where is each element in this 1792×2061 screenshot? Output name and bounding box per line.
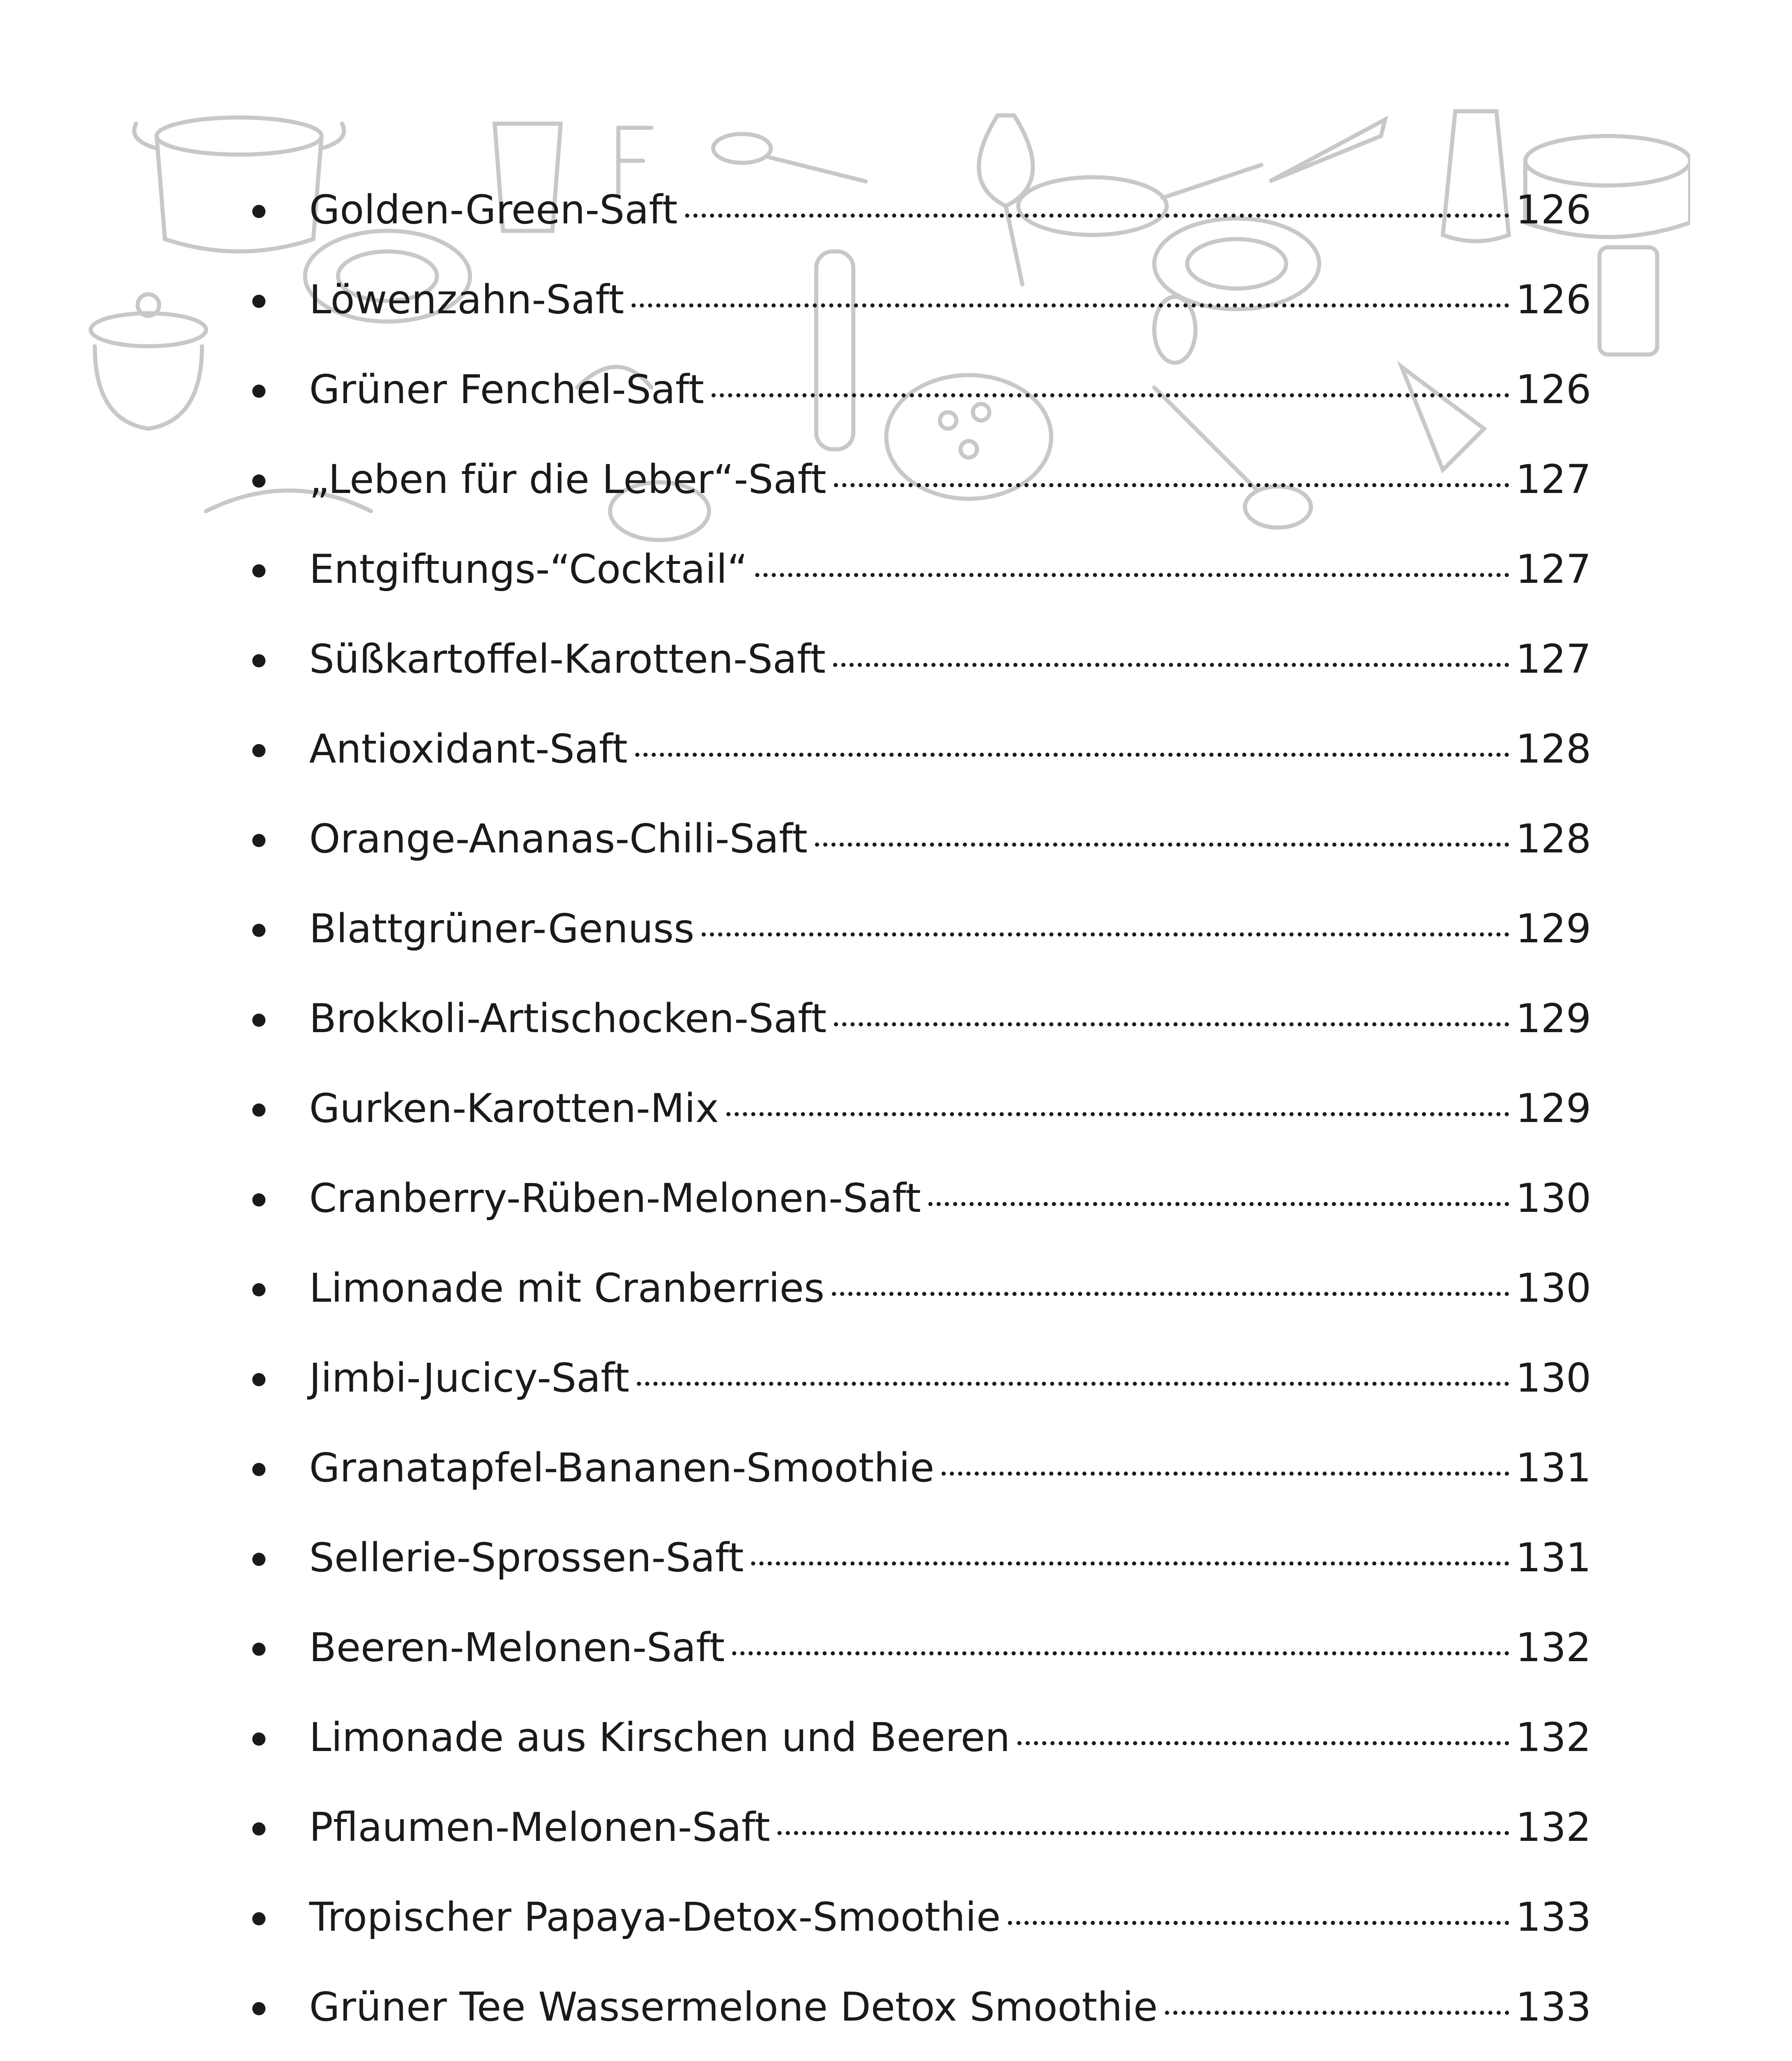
toc-entry-row [309, 636, 1591, 682]
toc-entry[interactable] [243, 974, 1591, 1063]
bullet-icon [252, 1193, 265, 1207]
toc-entry-row [309, 1085, 1591, 1131]
toc-entry[interactable] [243, 884, 1591, 974]
toc-entry-row [309, 1445, 1591, 1491]
toc-entry-page: 130 [1515, 1265, 1591, 1311]
bullet-icon [252, 1463, 265, 1476]
bullet-icon [252, 1014, 265, 1027]
toc-entry-page: 126 [1515, 187, 1591, 233]
toc-entry-title: Entgiftungs-“Cocktail“ [309, 546, 748, 592]
toc-entry[interactable] [243, 1603, 1591, 1692]
toc-entry[interactable] [243, 434, 1591, 524]
toc-entry-title: Blattgrüner-Genuss [309, 906, 695, 952]
toc-entry-title: Pflaumen-Melonen-Saft [309, 1804, 770, 1850]
dot-leader [726, 1112, 1509, 1116]
toc-entry[interactable] [243, 1872, 1591, 1962]
toc-entry-title: Löwenzahn-Saft [309, 277, 625, 323]
toc-entry-title: Limonade aus Kirschen und Beeren [309, 1714, 1010, 1761]
toc-entry-page: 133 [1515, 1894, 1591, 1940]
toc-entry-page: 129 [1515, 1085, 1591, 1131]
dot-leader [702, 932, 1509, 937]
dot-leader [834, 483, 1509, 487]
toc-entry-page: 129 [1515, 995, 1591, 1042]
toc-entry-title: Beeren-Melonen-Saft [309, 1624, 725, 1671]
dot-leader [928, 1202, 1509, 1206]
toc-entry-title: Grüner Fenchel-Saft [309, 366, 704, 413]
dot-leader [732, 1651, 1509, 1655]
toc-entry[interactable] [243, 2052, 1591, 2061]
toc-entry-row [309, 456, 1591, 502]
bullet-icon [252, 744, 265, 757]
bullet-icon [252, 1732, 265, 1746]
toc-entry-page: 133 [1515, 1984, 1591, 2030]
toc-entry-page: 127 [1515, 546, 1591, 592]
bullet-icon [252, 1373, 265, 1386]
toc-entry-page: 126 [1515, 277, 1591, 323]
bullet-icon [252, 1643, 265, 1656]
toc-entry-title: Grüner Tee Wassermelone Detox Smoothie [309, 1984, 1158, 2030]
toc-entry-title: Limonade mit Cranberries [309, 1265, 825, 1311]
toc-entry-page: 128 [1515, 726, 1591, 772]
toc-entry-row [309, 1355, 1591, 1401]
toc-entry[interactable] [243, 1513, 1591, 1603]
toc-entry-title: „Leben für die Leber“-Saft [309, 456, 827, 502]
dot-leader [685, 214, 1509, 218]
toc-entry[interactable] [243, 1333, 1591, 1423]
toc-entry[interactable] [243, 255, 1591, 345]
dot-leader [1008, 1921, 1509, 1925]
bullet-icon [252, 1822, 265, 1836]
toc-entry-row [309, 1175, 1591, 1221]
bullet-icon [252, 2002, 265, 2015]
toc-entry-title: Orange-Ananas-Chili-Saft [309, 816, 808, 862]
toc-entry-page: 127 [1515, 456, 1591, 502]
toc-entry-row [309, 277, 1591, 323]
dot-leader [942, 1472, 1509, 1476]
toc-entry-title: Gurken-Karotten-Mix [309, 1085, 719, 1131]
toc-entry-row [309, 1624, 1591, 1671]
toc-entry[interactable] [243, 1153, 1591, 1243]
dot-leader [751, 1561, 1509, 1566]
toc-entry[interactable] [243, 165, 1591, 255]
toc-entry[interactable] [243, 704, 1591, 794]
bullet-icon [252, 1103, 265, 1117]
bullet-icon [252, 1912, 265, 1925]
toc-entry-row [309, 1984, 1591, 2030]
toc-entry-page: 130 [1515, 1355, 1591, 1401]
toc-entry[interactable] [243, 1063, 1591, 1153]
toc-entry-title: Brokkoli-Artischocken-Saft [309, 995, 827, 1042]
toc-entry-page: 127 [1515, 636, 1591, 682]
dot-leader [635, 753, 1509, 757]
dot-leader [712, 393, 1509, 397]
toc-entry-page: 131 [1515, 1535, 1591, 1581]
dot-leader [834, 1022, 1509, 1026]
toc-entry-title: Süßkartoffel-Karotten-Saft [309, 636, 826, 682]
toc-entry-row [309, 366, 1591, 413]
toc-entry-list [243, 165, 1591, 2061]
toc-entry-row [309, 1894, 1591, 1940]
bullet-icon [252, 654, 265, 667]
toc-entry-page: 132 [1515, 1624, 1591, 1671]
toc-entry-page: 132 [1515, 1714, 1591, 1761]
toc-entry-row [309, 1535, 1591, 1581]
dot-leader [777, 1831, 1509, 1835]
bullet-icon [252, 474, 265, 488]
toc-entry-row [309, 187, 1591, 233]
toc-entry[interactable] [243, 1243, 1591, 1333]
toc-entry-title: Tropischer Papaya-Detox-Smoothie [309, 1894, 1001, 1940]
toc-entry-page: 129 [1515, 906, 1591, 952]
toc-entry-title: Cranberry-Rüben-Melonen-Saft [309, 1175, 921, 1221]
dot-leader [832, 1292, 1509, 1296]
toc-entry-row [309, 906, 1591, 952]
toc-entry-page: 131 [1515, 1445, 1591, 1491]
toc-entry[interactable] [243, 794, 1591, 884]
dot-leader [637, 1382, 1509, 1386]
toc-entry-page: 128 [1515, 816, 1591, 862]
dot-leader [755, 573, 1509, 577]
toc-entry-title: Granatapfel-Bananen-Smoothie [309, 1445, 935, 1491]
toc-entry-row [309, 546, 1591, 592]
toc-entry-title: Golden-Green-Saft [309, 187, 678, 233]
bullet-icon [252, 834, 265, 847]
toc-entry[interactable] [243, 1962, 1591, 2052]
dot-leader [833, 663, 1509, 667]
toc-entry-row [309, 726, 1591, 772]
toc-entry[interactable] [243, 1782, 1591, 1872]
toc-entry-row [309, 1804, 1591, 1850]
dot-leader [815, 843, 1509, 847]
bullet-icon [252, 295, 265, 308]
toc-entry-title: Sellerie-Sprossen-Saft [309, 1535, 744, 1581]
bullet-icon [252, 1553, 265, 1566]
toc-entry[interactable] [243, 1423, 1591, 1513]
toc-entry-page: 126 [1515, 366, 1591, 413]
bullet-icon [252, 205, 265, 218]
table-of-contents [243, 165, 1591, 2061]
toc-entry-page: 130 [1515, 1175, 1591, 1221]
bullet-icon [252, 1283, 265, 1296]
dot-leader [1165, 2011, 1509, 2015]
toc-entry-title: Antioxidant-Saft [309, 726, 628, 772]
bullet-icon [252, 924, 265, 937]
dot-leader [1017, 1741, 1509, 1745]
toc-entry-row [309, 816, 1591, 862]
toc-entry-row [309, 995, 1591, 1042]
bullet-icon [252, 564, 265, 577]
toc-entry[interactable] [243, 345, 1591, 434]
toc-entry-row [309, 1714, 1591, 1761]
toc-entry[interactable] [243, 614, 1591, 704]
toc-entry[interactable] [243, 1692, 1591, 1782]
toc-entry-title: Jimbi-Jucicy-Saft [309, 1355, 629, 1401]
toc-entry-page: 132 [1515, 1804, 1591, 1850]
toc-entry-row [309, 1265, 1591, 1311]
dot-leader [632, 303, 1509, 308]
toc-entry[interactable] [243, 524, 1591, 614]
bullet-icon [252, 385, 265, 398]
